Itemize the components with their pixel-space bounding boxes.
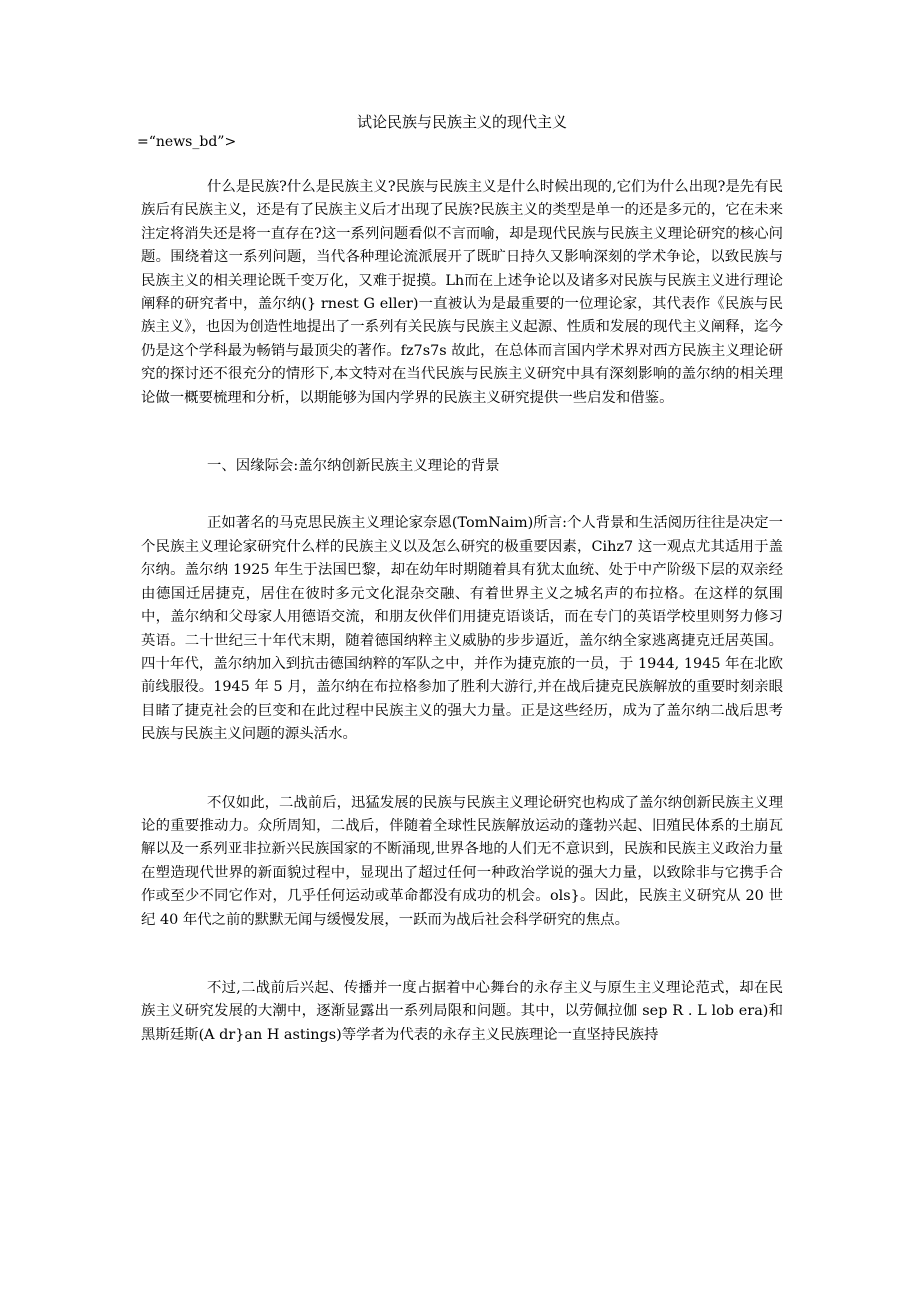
spacer	[141, 478, 783, 512]
paragraph-paradigms: 不过,二战前后兴起、传播并一度占据着中心舞台的永存主义与原生主义理论范式，却在民族主义研究发展的大潮中，逐渐显露出一系列局限和问题。其中，以劳佩拉伽 sep R . L lob era)和黑斯廷斯(A dr}an H astings)等学者为代表的永存主义民族理论一直坚持民族持	[141, 979, 783, 1043]
document-title: 试论民族与民族主义的现代主义	[356, 113, 567, 131]
spacer	[141, 152, 783, 176]
section-heading: 一、因缘际会:盖尔纳创新民族主义理论的背景	[207, 458, 500, 475]
paragraph-intro: 什么是民族?什么是民族主义?民族与民族主义是什么时候出现的,它们为什么出现?是先有民族后有民族主义，还是有了民族主义后才出现了民族?民族主义的类型是单一的还是多元的，它在未来注定将消失还是将一直存在?这一系列问题看似不言而喻，却是现代民族与民族主义理论研究的核心问题。围绕着这一系列问题，当代各种理论流派展开了既旷日持久又影响深刻的学术争论，以致民族与民族主义的相关理论既千变万化，又难于捉摸。Lh而在上述争论以及诸多对民族与民族主义进行理论阐释的研究者中，盖尔纳(} rnest G eller)一直被认为是最重要的一位理论家，其代表作《民族与民族主义》，也因为创造性地提出了一系列有关民族与民族主义起源、性质和发展的现代主义阐释，迄今仍是这个学科最为畅销与最顶尖的著作。fz7s7s 故此，在总体而言国内学术界对西方民族主义理论研究的探讨还不很充分的情形下,本文特对在当代民族与民族主义研究中具有深刻影响的盖尔纳的相关理论做一概要梳理和分析，以期能够为国内学界的民族主义研究提供一些启发和借鉴。	[141, 179, 783, 406]
paragraph-background: 正如著名的马克思民族主义理论家奈恩(TomNaim)所言:个人背景和生活阅历往往是决定一个民族主义理论家研究什么样的民族主义以及怎么研究的极重要因素，Cihz7 这一观点尤其适用于盖尔纳。盖尔纳 1925 年生于法国巴黎，却在幼年时期随着具有犹太血统、处于中产阶级下层的双亲经由德国迁居捷克，居住在彼时多元文化混杂交融、有着世界主义之城名声的布拉格。在这样的氛围中，盖尔纳和父母家人用德语交流，和朋友伙伴们用捷克语谈话，而在专门的英语学校里则努力修习英语。二十世纪三十年代末期，随着德国纳粹主义威胁的步步逼近，盖尔纳全家逃离捷克迁居英国。四十年代，盖尔纳加入到抗击德国纳粹的军队之中，并作为捷克旅的一员，于 1944, 1945 年在北欧前线服役。1945 年 5 月，盖尔纳在布拉格参加了胜利大游行,并在战后捷克民族解放的重要时刻亲眼目睹了捷克社会的巨变和在此过程中民族主义的强大力量。正是这些经历，成为了盖尔纳二战后思考民族与民族主义问题的源头活水。	[141, 515, 783, 743]
document-page	[137, 112, 783, 1047]
paragraph-postwar: 不仅如此，二战前后，迅猛发展的民族与民族主义理论研究也构成了盖尔纳创新民族主义理论的重要推动力。众所周知，二战后，伴随着全球性民族解放运动的蓬勃兴起、旧殖民体系的土崩瓦解以及一系列亚非拉新兴民族国家的不断涌现,世界各地的人们无不意识到，民族和民族主义政治力量在塑造现代世界的新面貌过程中，显现出了超过任何一种政治学说的强大力量，以致除非与它携手合作或至少不同它作对，几乎任何运动或革命都没有成功的机会。ols}。因此，民族主义研究从 20 世纪 40 年代之前的默默无闻与缓慢发展，一跃而为战后社会科学研究的焦点。	[141, 794, 783, 928]
spacer	[141, 747, 783, 792]
spacer	[141, 410, 783, 455]
spacer	[141, 932, 783, 977]
html-artifact-text: =“news_bd”>	[137, 134, 237, 150]
